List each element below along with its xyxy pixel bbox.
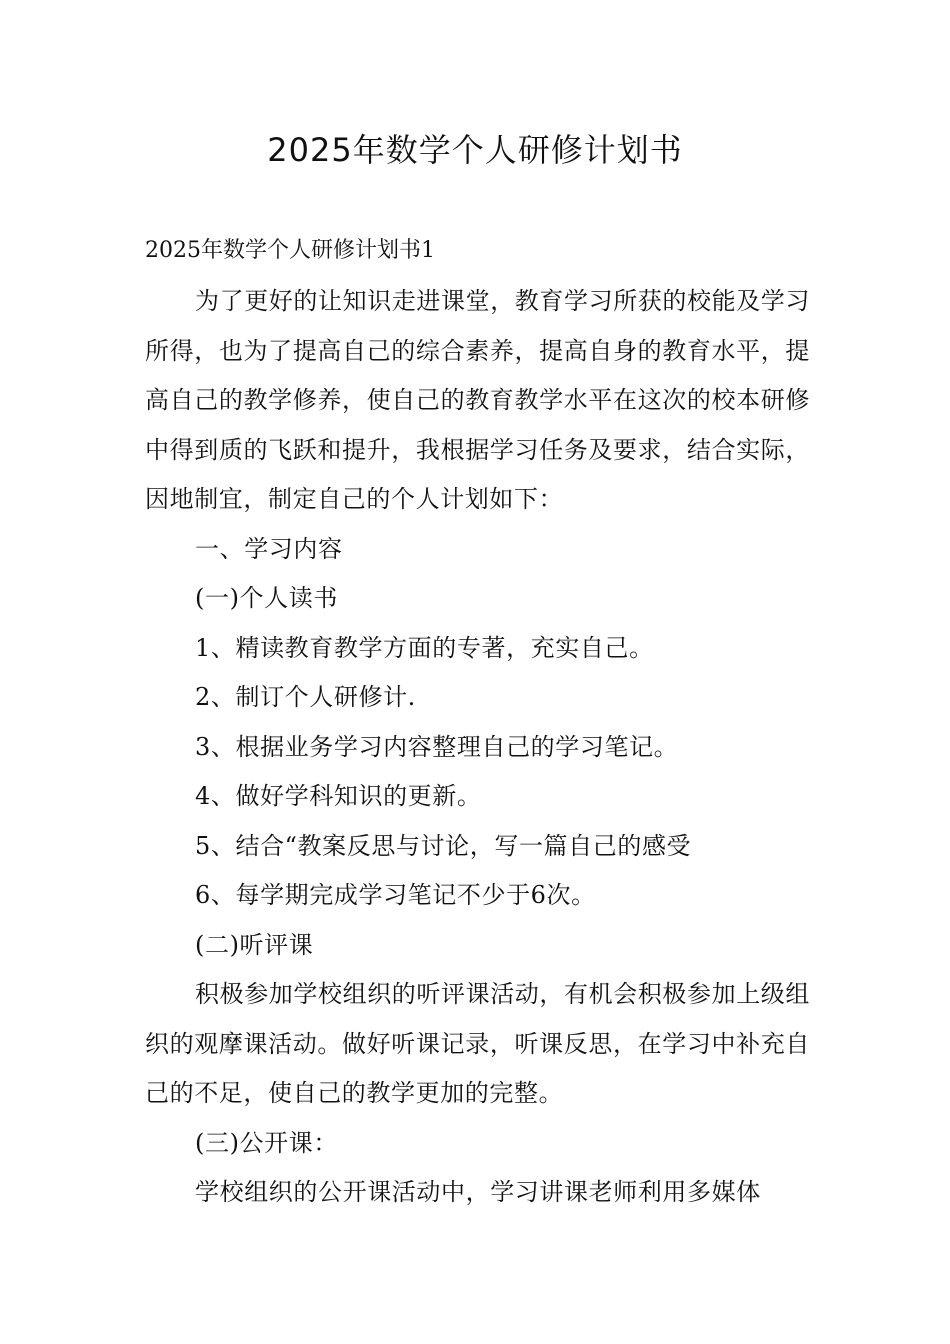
document-body [145,228,810,1218]
heading-personal-reading: (一)个人读书 [195,584,338,612]
heading-open-class: (三)公开课： [195,1128,338,1157]
list-item: 4、做好学科知识的更新。 [195,782,482,810]
open-class-paragraph: 学校组织的公开课活动中，学习讲课老师利用多媒体 [195,1178,761,1206]
list-item: 3、根据业务学习内容整理自己的学习笔记。 [195,732,679,761]
heading-lesson-observation: (二)听评课 [195,930,314,959]
list-item: 5、结合“教案反思与讨论，写一篇自己的感受 [195,831,692,860]
document-title: 2025年数学个人研修计划书 [267,131,683,169]
list-item: 1、精读教育教学方面的专著，充实自己。 [195,633,654,662]
heading-learning-content: 一、学习内容 [195,534,343,563]
section-heading: 2025年数学个人研修计划书1 [145,238,435,263]
list-item: 6、每学期完成学习笔记不少于6次。 [195,881,596,909]
observation-paragraph: 积极参加学校组织的听评课活动，有机会积极参加上级组织的观摩课活动。做好听课记录，听课反思，在学习中补充自己的不足，使自己的教学更加的完整。 [145,980,810,1107]
intro-paragraph: 为了更好的让知识走进课堂，教育学习所获的校能及学习所得，也为了提高自己的综合素养，提高自身的教育水平，提高自己的教学修养，使自己的教育教学水平在这次的校本研修中得到质的飞跃和提升，我根据学习任务及要求，结合实际，因地制宜，制定自己的个人计划如下： [145,287,810,513]
list-item: 2、制订个人研修计. [195,683,416,711]
